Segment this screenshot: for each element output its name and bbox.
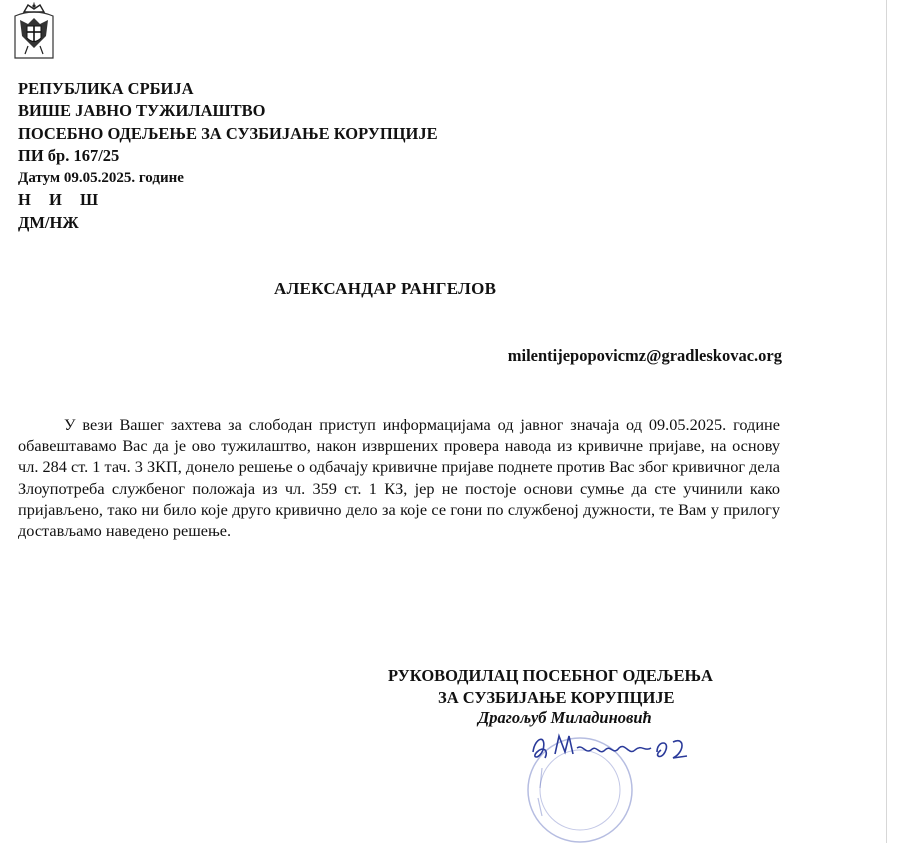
letter-body [18, 414, 780, 541]
serbian-coat-of-arms-icon [12, 2, 56, 62]
handwritten-signature-icon [525, 722, 695, 767]
document-header [18, 78, 438, 234]
page-edge-line [886, 0, 887, 843]
signature-block [388, 665, 788, 709]
institution-name: ВИШЕ ЈАВНО ТУЖИЛАШТВО [18, 101, 266, 121]
recipient-email: milentijepopovicmz@gradleskovac.org [507, 346, 782, 365]
city-letter: Ш [79, 190, 99, 210]
document-date: Датум 09.05.2025. године [18, 170, 184, 187]
signatory-title-line1: РУКОВОДИЛАЦ ПОСЕБНОГ ОДЕЉЕЊА [388, 666, 713, 685]
reference-initials: ДМ/НЖ [18, 212, 79, 232]
city-name [18, 189, 438, 211]
case-number: ПИ бр. 167/25 [18, 145, 120, 165]
signatory-title-line2: ЗА СУЗБИЈАЊЕ КОРУПЦИЈЕ [438, 688, 675, 707]
department-name: ПОСЕБНО ОДЕЉЕЊЕ ЗА СУЗБИЈАЊЕ КОРУПЦИЈЕ [18, 123, 438, 143]
recipient-name: АЛЕКСАНДАР РАНГЕЛОВ [274, 279, 497, 298]
body-paragraph: У вези Вашег захтева за слободан приступ информацијама од јавног значаја од 09.05.2025. године обавештавамо Вас да је ово тужилаштво, након извршених провера навода из кривичне пријаве, на основу чл. 284 ст. 1 тач. 3 ЗКП, донело решење о одбачају кривичне пријаве поднете против Вас због кривичног дела Злоупотреба службеног положаја из чл. 359 ст. 1 КЗ, јер не постоје основи сумње да сте учинили како пријављено, тако ни било које друго кривично дело за које се гони по службеној дужности, те Вам у прилогу достављамо наведено решење. [18, 415, 780, 541]
signatory-name: Драгољуб Миладиновић [478, 708, 652, 727]
city-letter: Н [18, 190, 31, 210]
country-name: РЕПУБЛИКА СРБИЈА [18, 79, 194, 98]
city-letter: И [48, 190, 62, 210]
